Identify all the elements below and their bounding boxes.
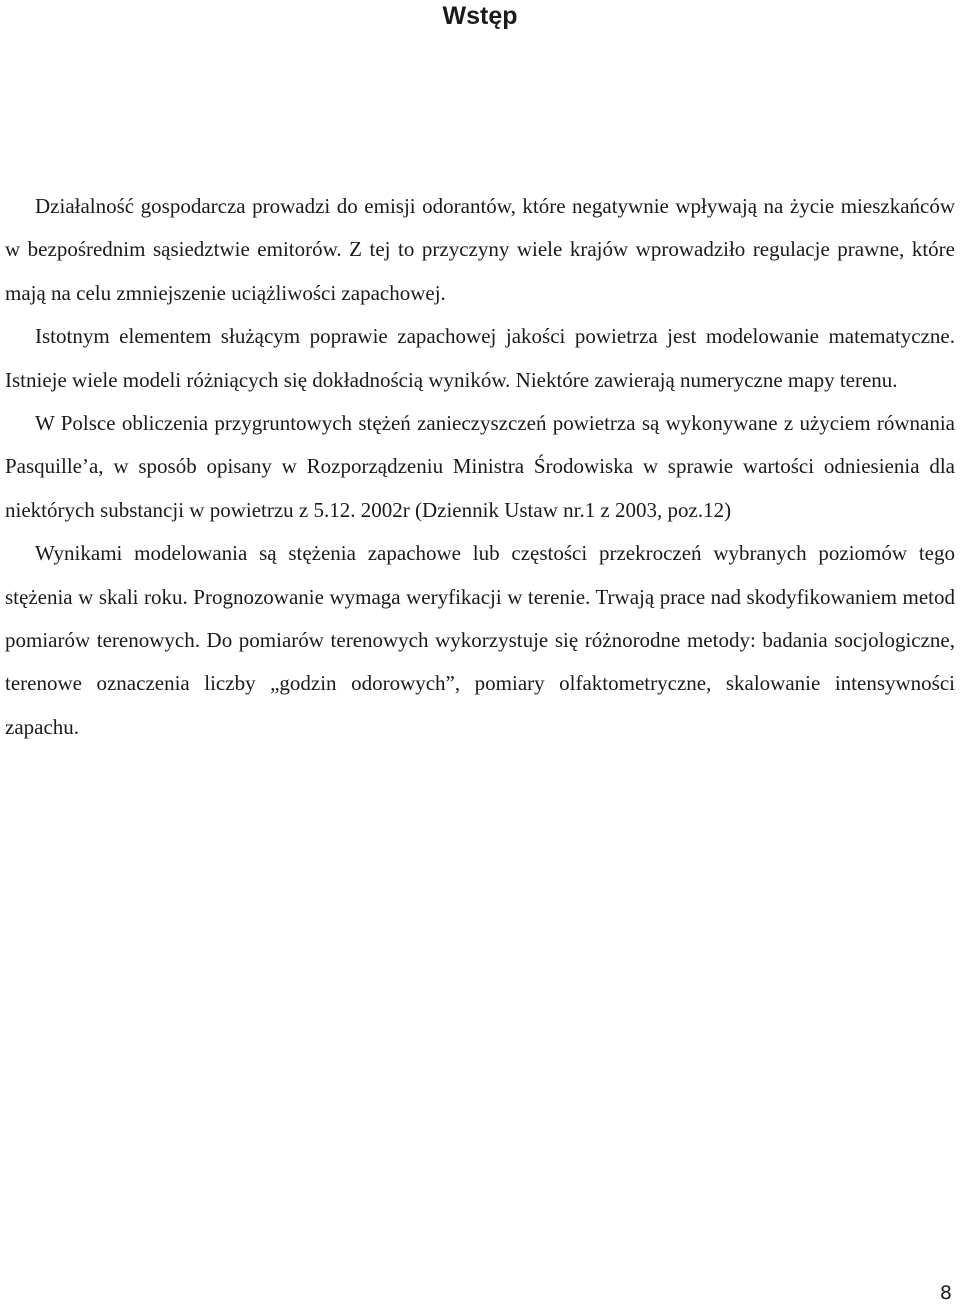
body-text (5, 185, 955, 749)
paragraph-2: Istotnym elementem służącym poprawie zapachowej jakości powietrza jest modelowanie matematyczne. Istnieje wiele modeli różniących się dokładnością wyników. Niektóre zawierają numeryczne mapy terenu. (5, 324, 955, 392)
paragraph-1: Działalność gospodarcza prowadzi do emisji odorantów, które negatywnie wpływają na życie mieszkańców w bezpośrednim sąsiedztwie emitorów. Z tej to przyczyny wiele krajów wprowadziło regulacje prawne, które mają na celu zmniejszenie uciążliwości zapachowej. (5, 194, 955, 305)
paragraph-4: Wynikami modelowania są stężenia zapachowe lub częstości przekroczeń wybranych poziomów tego stężenia w skali roku. Prognozowanie wymaga weryfikacji w terenie. Trwają prace nad skodyfikowaniem metod pomiarów terenowych. Do pomiarów terenowych wykorzystuje się różnorodne metody: badania socjologiczne, terenowe oznaczenia liczby „godzin odorowych”, pomiary olfaktometryczne, skalowanie intensywności zapachu. (5, 541, 955, 739)
page-number: 8 (939, 1282, 952, 1304)
page-title: Wstęp (442, 2, 518, 30)
paragraph-3: W Polsce obliczenia przygruntowych stężeń zanieczyszczeń powietrza są wykonywane z użyciem równania Pasquille’a, w sposób opisany w Rozporządzeniu Ministra Środowiska w sprawie wartości odniesienia dla niektórych substancji w powietrzu z 5.12. 2002r (Dziennik Ustaw nr.1 z 2003, poz.12) (5, 411, 955, 522)
